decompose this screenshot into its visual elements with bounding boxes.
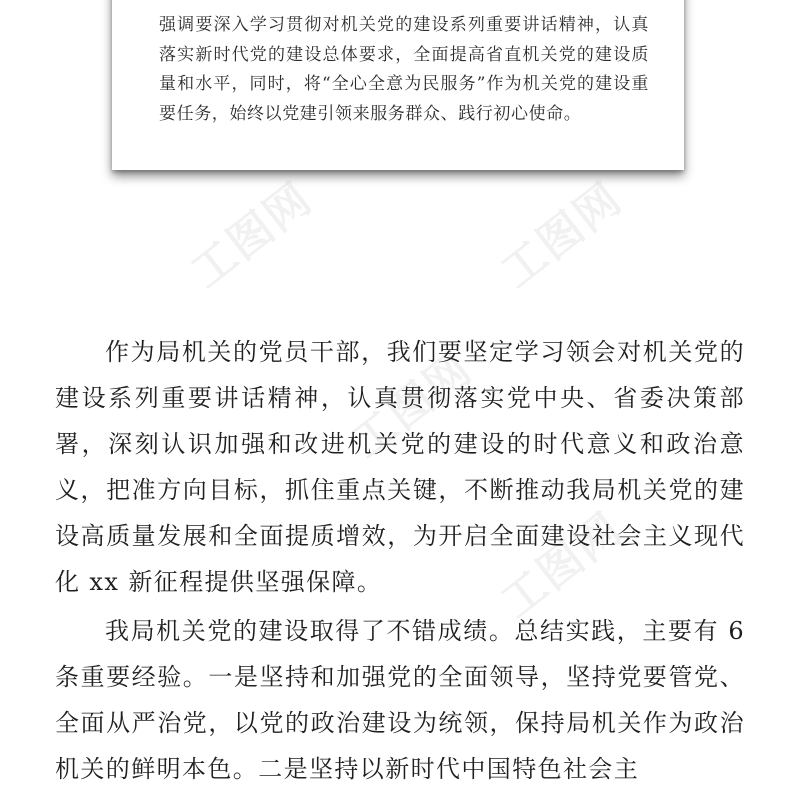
watermark-3: 工图网 — [341, 342, 482, 469]
quote-box — [112, 0, 684, 170]
body-paragraph-2: 我局机关党的建设取得了不错成绩。总结实践，主要有 6 条重要经验。一是坚持和加强党的全面领导，坚持党要管党、全面从严治党，以党的政治建设为统领，保持局机关作为政治机关的鲜明本色。二是坚持以新时代中国特色社会主 — [55, 617, 745, 783]
body-paragraph-1: 作为局机关的党员干部，我们要坚定学习领会对机关党的建设系列重要讲话精神，认真贯彻落实党中央、省委决策部署，深刻认识加强和改进机关党的建设的时代意义和政治意义，把准方向目标，抓住重点关键，不断推动我局机关党的建设高质量发展和全面提质增效，为开启全面建设社会主义现代化 xx 新征程提供坚强保障。 — [55, 338, 745, 596]
watermark-2: 工图网 — [491, 172, 632, 299]
watermark-4: 工图网 — [491, 502, 632, 629]
quote-text: 强调要深入学习贯彻对机关党的建设系列重要讲话精神，认真落实新时代党的建设总体要求，全面提高省直机关党的建设质量和水平，同时，将“全心全意为民服务”作为机关党的建设重要任务，始终以党建引领来服务群众、践行初心使命。 — [159, 15, 649, 124]
watermark-1: 工图网 — [181, 172, 322, 299]
